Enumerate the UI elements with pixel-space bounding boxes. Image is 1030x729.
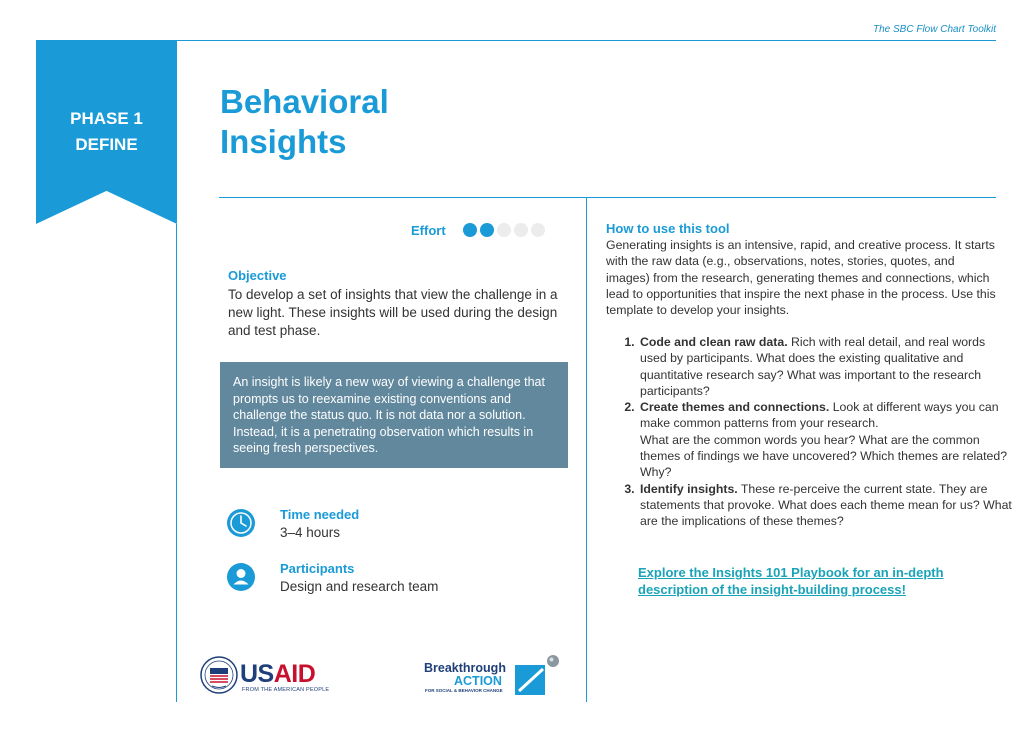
objective-heading: Objective <box>228 268 287 283</box>
list-item <box>638 481 1014 530</box>
how-to-intro: Generating insights is an intensive, rapid, and creative process. It starts with the raw data (e.g., observations, notes, stories, quotes, and images) from the research, generating themes and connections, which lead to opportunities that inspire the next phase in the process. Use this template to develop your insights. <box>606 238 996 318</box>
objective-text: To develop a set of insights that view the challenge in a new light. These insights will be used during the design and test phase. <box>228 287 558 338</box>
effort-dot <box>480 223 494 237</box>
page-title-line1: Behavioral <box>220 83 389 120</box>
usaid-seal <box>200 656 238 699</box>
time-needed-label: Time needed <box>280 507 360 522</box>
step-title: Create themes and connections. <box>640 400 830 415</box>
participants-value: Design and research team <box>280 579 439 594</box>
left-rule <box>176 224 177 702</box>
effort-rating <box>463 223 545 237</box>
step-text: Look at different ways you can make common patterns from your research. <box>640 400 999 431</box>
page-title <box>220 82 389 162</box>
usaid-logo-aid: AID <box>273 660 316 688</box>
effort-label: Effort <box>411 223 446 238</box>
list-item <box>638 399 1014 480</box>
page-title-line2: Insights <box>220 123 347 160</box>
breakthrough-logo-line2: ACTION <box>454 674 502 688</box>
phase-number: PHASE 1 <box>70 109 143 128</box>
usaid-tagline: FROM THE AMERICAN PEOPLE <box>242 687 330 693</box>
playbook-link[interactable]: Explore the Insights 101 Playbook for an in-depth description of the insight-building process! <box>638 565 944 597</box>
phase-ribbon <box>36 40 177 224</box>
insight-definition-text: An insight is likely a new way of viewing a challenge that prompts us to reexamine existing conventions and challenge the status quo. It is not data nor a solution. Instead, it is a penetrating observation which results in seeing fresh perspectives. <box>233 375 545 455</box>
list-item <box>638 334 1014 399</box>
title-rule <box>219 197 996 198</box>
step-text: These re-perceive the current state. They are statements that provoke. What does each theme mean for us? What are the implications of these themes? <box>640 481 1012 529</box>
breakthrough-logo-line3: FOR SOCIAL & BEHAVIOR CHANGE <box>425 688 503 693</box>
step-text-continued: What are the common words you hear? What are the common themes of findings we have uncovered? Which themes are related? Why? <box>640 432 1008 480</box>
step-title: Identify insights. <box>640 481 738 496</box>
phase-name: DEFINE <box>75 135 138 154</box>
step-title: Code and clean raw data. <box>640 335 788 349</box>
usaid-logo <box>240 660 315 689</box>
effort-dot <box>463 223 477 237</box>
how-to-heading: How to use this tool <box>606 221 730 236</box>
insight-definition-box <box>220 362 568 468</box>
clock-icon <box>226 508 256 543</box>
column-divider <box>586 198 587 702</box>
effort-dot <box>514 223 528 237</box>
participants-label: Participants <box>280 561 355 576</box>
toolkit-title: The SBC Flow Chart Toolkit <box>872 24 996 35</box>
usaid-logo-us: US <box>240 660 274 688</box>
header-rule <box>36 40 996 41</box>
breakthrough-mark <box>513 653 561 702</box>
steps-list <box>612 334 1014 530</box>
time-needed-value: 3–4 hours <box>280 525 341 540</box>
step-text: Rich with real detail, and real words used by participants. What does the existing qualitative and quantitative research say? What was important to the research participants? <box>640 335 986 398</box>
effort-dot <box>531 223 545 237</box>
breakthrough-logo-line1: Breakthrough <box>424 661 506 675</box>
effort-dot <box>497 223 511 237</box>
person-icon <box>226 562 256 597</box>
